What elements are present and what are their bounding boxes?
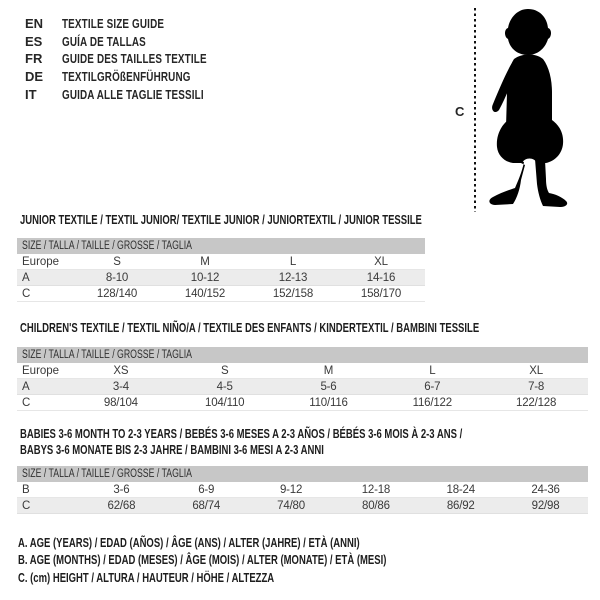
language-row-de [25,68,252,86]
language-title: TEXTILGRÖßENFÜHRUNG [62,69,191,85]
age-cell: 8-10 [105,271,129,284]
language-code: DE [25,69,44,85]
language-title: GUIDE DES TAILLES TEXTILE [62,51,207,67]
row-label: Europe [22,255,60,268]
babies-table-title-line2: BABYS 3-6 MONATE BIS 2-3 JAHRE / BAMBINI 3-6 MESI A 2-3 ANNI [20,443,324,457]
language-title: GUIDA ALLE TAGLIE TESSILI [62,86,204,102]
table-row [17,482,588,498]
age-cell: 4-5 [216,380,233,393]
legend [18,536,503,588]
language-row-it [25,85,252,103]
height-cell: 140/152 [184,287,226,300]
table-row [17,379,588,395]
size-cell: M [323,364,334,377]
babies-size-table [17,466,588,514]
children-size-table [17,347,588,411]
size-cell: S [220,364,229,377]
legend-age-years-text: A. AGE (YEARS) / EDAD (AÑOS) / ÂGE (ANS) / ALTER (JAHRE) / ETÀ (ANNI) [18,536,360,550]
language-code: ES [25,33,43,49]
height-cell: 152/158 [272,287,314,300]
height-cell: 74/80 [277,499,305,512]
table-row [17,498,588,514]
size-cell: XS [113,364,129,377]
row-label: C [22,499,31,512]
months-cell: 3-6 [113,483,130,496]
babies-table-title [20,426,600,458]
language-row-es [25,33,252,51]
legend-age-months-text: B. AGE (MONTHS) / EDAD (MESES) / ÂGE (MOIS) / ALTER (MONATE) / ETÀ (MESI) [18,553,387,568]
height-cell: 110/116 [309,396,348,409]
junior-size-table [17,238,425,302]
size-header-bar [17,347,588,363]
size-cell: XL [374,255,388,268]
language-code: FR [25,51,43,67]
size-cell: L [429,364,436,377]
height-cell: 128/140 [96,287,138,300]
months-cell: 12-18 [361,483,391,496]
height-measure-dotted-line [474,8,476,212]
height-cell: 122/128 [516,396,557,409]
months-cell: 9-12 [279,483,303,496]
row-label: A [22,271,30,284]
height-cell: 116/122 [412,396,452,409]
junior-table-title-text: JUNIOR TEXTILE / TEXTIL JUNIOR/ TEXTILE JUNIOR / JUNIORTEXTIL / JUNIOR TESSILE [20,213,422,227]
size-header-text: SIZE / TALLA / TAILLE / GRÖSSE / TAGLIA [22,468,193,480]
row-label: Europe [22,364,60,377]
table-row [17,270,425,286]
baby-silhouette-icon [482,9,578,208]
months-cell: 6-9 [198,483,215,496]
table-row [17,254,425,270]
row-label: A [22,380,30,393]
legend-height-cm-text: C. (cm) HEIGHT / ALTURA / HAUTEUR / HÖHE / ALTEZZA [18,570,275,585]
table-row [17,363,588,379]
row-label: B [22,483,30,496]
size-cell: XL [529,364,543,377]
size-cell: M [200,255,210,268]
months-cell: 24-36 [531,483,560,496]
size-header-text: SIZE / TALLA / TAILLE / GRÖSSE / TAGLIA [22,240,193,252]
language-code: IT [25,86,37,102]
babies-table-title-line1: BABIES 3-6 MONTH TO 2-3 YEARS / BEBÉS 3-6 MESES A 2-3 AÑOS / BÉBÉS 3-6 MOIS À 2-3 ANS / [20,427,463,441]
legend-age-months [18,553,503,570]
size-header-bar [17,238,425,254]
height-cell: 68/74 [192,499,221,512]
language-row-fr [25,50,252,68]
language-row-en [25,15,252,33]
age-cell: 10-12 [190,271,220,284]
age-cell: 14-16 [366,271,396,284]
language-code: EN [25,16,44,32]
age-cell: 12-13 [278,271,308,284]
height-measure-label: C [455,104,465,119]
age-cell: 5-6 [320,380,337,393]
children-table-title-text: CHILDREN'S TEXTILE / TEXTIL NIÑO/A / TEXTILE DES ENFANTS / KINDERTEXTIL / BAMBINI TESSILE [20,321,480,335]
row-label: C [22,396,31,409]
age-cell: 6-7 [424,380,441,393]
legend-height-cm [18,571,503,588]
language-title: TEXTILE SIZE GUIDE [62,16,165,32]
height-cell: 104/110 [205,396,245,409]
height-cell: 62/68 [107,499,136,512]
age-cell: 7-8 [528,380,545,393]
table-row [17,395,588,411]
size-header-text: SIZE / TALLA / TAILLE / GRÖSSE / TAGLIA [22,349,193,361]
height-cell: 98/104 [103,396,138,409]
size-cell: S [113,255,121,268]
legend-age-years [18,536,503,553]
height-cell: 80/86 [362,499,390,512]
size-header-bar [17,466,588,482]
language-title-list [25,15,252,103]
months-cell: 18-24 [446,483,475,496]
row-label: C [22,287,31,300]
table-row [17,286,425,302]
junior-table-title [20,212,549,228]
age-cell: 3-4 [112,380,129,393]
height-cell: 158/170 [360,287,402,300]
size-cell: L [289,255,297,268]
children-table-title [20,320,600,336]
height-cell: 92/98 [531,499,560,512]
height-cell: 86/92 [446,499,475,512]
language-title: GUÍA DE TALLAS [62,33,146,49]
